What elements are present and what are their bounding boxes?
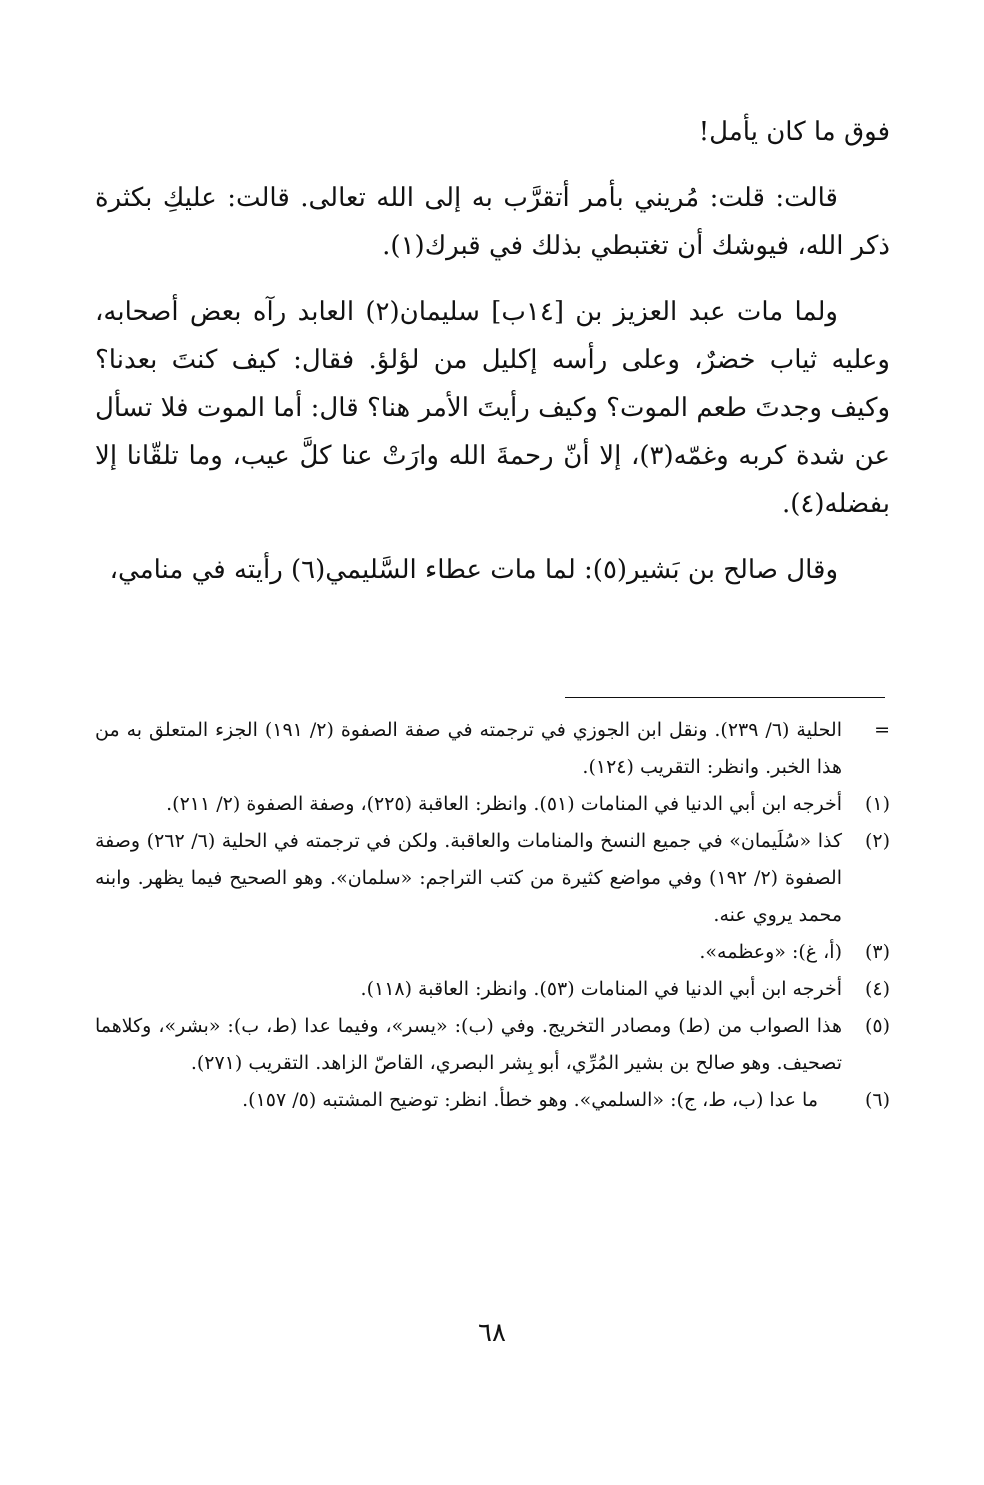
footnote-6: [95, 1082, 890, 1119]
footnote-text: الحلية (٦/ ٢٣٩). ونقل ابن الجوزي في ترجمته في صفة الصفوة (٢/ ١٩١) الجزء المتعلق به من هذا الخبر. وانظر: التقريب (١٢٤).: [95, 719, 842, 778]
page-number: ٦٨: [478, 1318, 506, 1348]
footnote-marker: (٣): [864, 941, 890, 963]
footnote-4: [95, 971, 890, 1008]
footnote-5: [95, 1008, 890, 1082]
paragraph-3: ولما مات عبد العزيز بن [١٤ب] سليمان(٢) العابد رآه بعض أصحابه، وعليه ثياب خضرٌ، وعلى رأسه إكليل من لؤلؤ. فقال: كيف كنتَ بعدنا؟ وكيف وجدتَ طعم الموت؟ وكيف رأيتَ الأمر هنا؟ قال: أما الموت فلا تسأل عن شدة كربه وغمّه(٣)، إلا أنّ رحمةَ الله وارَتْ عنا كلَّ عيب، وما تلقّانا إلا بفضله(٤).: [95, 297, 890, 519]
footnote-marker: (٤): [864, 978, 890, 1000]
footnote-marker: (١): [864, 793, 890, 815]
footnote-marker: (٢): [864, 830, 890, 852]
footnote-separator: [565, 697, 885, 698]
footnote-text: كذا «سُلَيمان» في جميع النسخ والمنامات والعاقبة. ولكن في ترجمته في الحلية (٦/ ٢٦٢) وصفة الصفوة (٢/ ١٩٢) وفي مواضع كثيرة من كتب التراجم: «سلمان». وهو الصحيح فيما يظهر. وابنه محمد يروي عنه.: [95, 830, 842, 926]
footnote-marker: =: [874, 719, 890, 741]
paragraph-4: وقال صالح بن بَشير(٥): لما مات عطاء السَّليمي(٦) رأيته في منامي،: [109, 555, 838, 585]
footnote-text: هذا الصواب من (ط) ومصادر التخريج. وفي (ب): «يسر»، وفيما عدا (ط، ب): «بشر»، وكلاهما تصحيف. وهو صالح بن بشير المُرِّي، أبو بِشر البصري، القاصّ الزاهد. التقريب (٢٧١).: [95, 1015, 842, 1074]
paragraph-1: فوق ما كان يأمل!: [698, 117, 890, 147]
footnote-text: (أ، غ): «وعظمه».: [699, 941, 842, 963]
footnote-3: [95, 934, 890, 971]
footnote-text: ما عدا (ب، ط، ج): «السلمي». وهو خطأ. انظر: توضيح المشتبه (٥/ ١٥٧).: [242, 1089, 818, 1111]
footnotes: [95, 712, 890, 1119]
footnote-marker: (٦): [864, 1089, 890, 1111]
footnote-text: أخرجه ابن أبي الدنيا في المنامات (٥١). وانظر: العاقبة (٢٢٥)، وصفة الصفوة (٢/ ٢١١).: [166, 793, 842, 815]
footnote-2: [95, 823, 890, 934]
footnote-marker: (٥): [864, 1015, 890, 1037]
main-text: [95, 108, 890, 594]
paragraph-2: قالت: قلت: مُريني بأمر أتقرَّب به إلى الله تعالى. قالت: عليكِ بكثرة ذكر الله، فيوشك أن تغتبطي بذلك في قبرك(١).: [95, 183, 890, 261]
footnote-continued: [95, 712, 890, 786]
footnote-1: [95, 786, 890, 823]
footnote-text: أخرجه ابن أبي الدنيا في المنامات (٥٣). وانظر: العاقبة (١١٨).: [360, 978, 842, 1000]
